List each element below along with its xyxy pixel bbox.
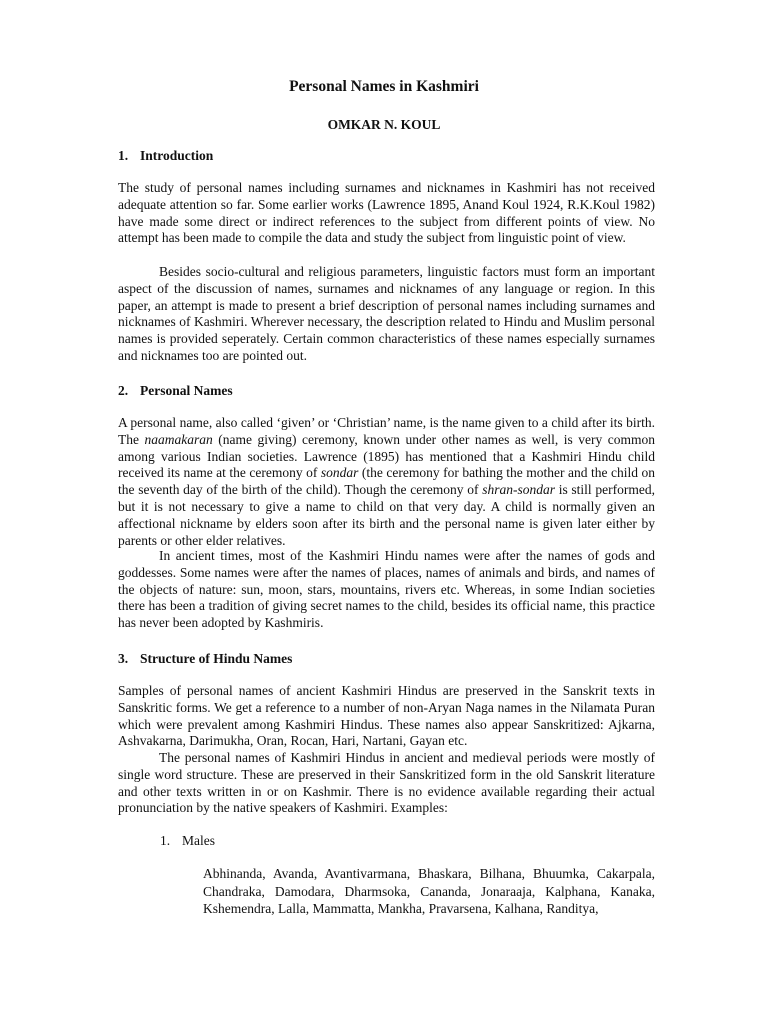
section-heading-hindu-names [118,651,292,667]
section-heading-personal-names [118,383,233,399]
section-title: Introduction [140,148,214,163]
section-number: 3. [118,651,129,666]
paragraph-text: A personal name, also called ‘given’ or ‘Christian’ name, is the name given to a child after its birth. The [118,415,655,447]
section-title: Personal Names [140,383,233,398]
section-number: 2. [118,383,129,398]
term-shran-sondar: shran-sondar [482,482,555,498]
document-author: OMKAR N. KOUL [327,117,441,132]
male-name-examples: Abhinanda, Avanda, Avantivarmana, Bhaskara, Bilhana, Bhuumka, Cakarpala, Chandraka, Damodara, Dharmsoka, Cananda, Jonaraaja, Kalphana, Kanaka, Kshemendra, Lalla, Mammatta, Mankha, Pravarsena, Kalhana, Randitya, [203,866,655,917]
section-number: 1. [118,148,129,163]
list-label: Males [182,833,215,848]
term-naamakaran: naamakaran [144,431,213,447]
hindu-names-paragraph-2: The personal names of Kashmiri Hindus in ancient and medieval periods were mostly of single word structure. These are preserved in their Sanskritized form in the old Sanskrit literature and other texts written in or on Kashmir. There is no evidence available regarding their actual pronunciation by the native speakers of Kashmiri. Examples: [118,750,655,816]
document-title: Personal Names in Kashmiri [289,78,479,95]
term-sondar: sondar [320,465,359,481]
personal-names-paragraph-2: In ancient times, most of the Kashmiri Hindu names were after the names of gods and goddesses. Some names were after the names of places, names of animals and birds, and names of the objects of nature: sun, moon, stars, mountains, rivers etc. Whereas, in some Indian societies there has been a tradition of giving secret names to the child, besides its official name, this practice has never been adopted by Kashmiris. [118,548,655,631]
list-number: 1. [160,833,171,848]
paragraph-text: (the ceremony for bathing the mother and the child on the seventh day of the birth of the child). Though the ceremony of [118,465,655,498]
section-title: Structure of Hindu Names [140,651,293,666]
list-item-males [160,833,215,849]
paragraph-text: (name giving) ceremony, known under other names as well, is very common among various Indian societies. Lawrence (1895) has mentioned that a Kashmiri Hindu child received its name at the ceremony of [118,431,655,481]
intro-paragraph-1: The study of personal names including surnames and nicknames in Kashmiri has not received adequate attention so far. Some earlier works (Lawrence 1895, Anand Koul 1924, R.K.Koul 1982) have made some direct or indirect references to the subject from different points of view. No attempt has been made to compile the data and study the subject from linguistic point of view. [118,180,655,246]
hindu-names-paragraph-1: Samples of personal names of ancient Kashmiri Hindus are preserved in the Sanskrit texts in Sanskritic forms. We get a reference to a number of non-Aryan Naga names in the Nilamata Puran which were prevalent among Kashmiri Hindus. These names also appear Sanskritized: Ajkarna, Ashvakarna, Darimukha, Oran, Rocan, Hari, Nartani, Gayan etc. [118,683,655,749]
section-heading-introduction [118,148,213,164]
personal-names-paragraph-1 [118,415,655,549]
intro-paragraph-2: Besides socio-cultural and religious parameters, linguistic factors must form an important aspect of the discussion of names, surnames and nicknames of any language or region. In this paper, an attempt is made to present a brief description of personal names including surnames and nicknames of Kashmiri. Wherever necessary, the description related to Hindu and Muslim personal names is provided seperately. Certain common characteristics of these names especially surnames and nicknames too are pointed out. [118,264,655,363]
paragraph-text: is still performed, but it is not necessary to give a name to child on that very day. A child is normally given an affectional nickname by elders soon after its birth and the personal name is given later either by parents or other elder relatives. [118,482,655,548]
